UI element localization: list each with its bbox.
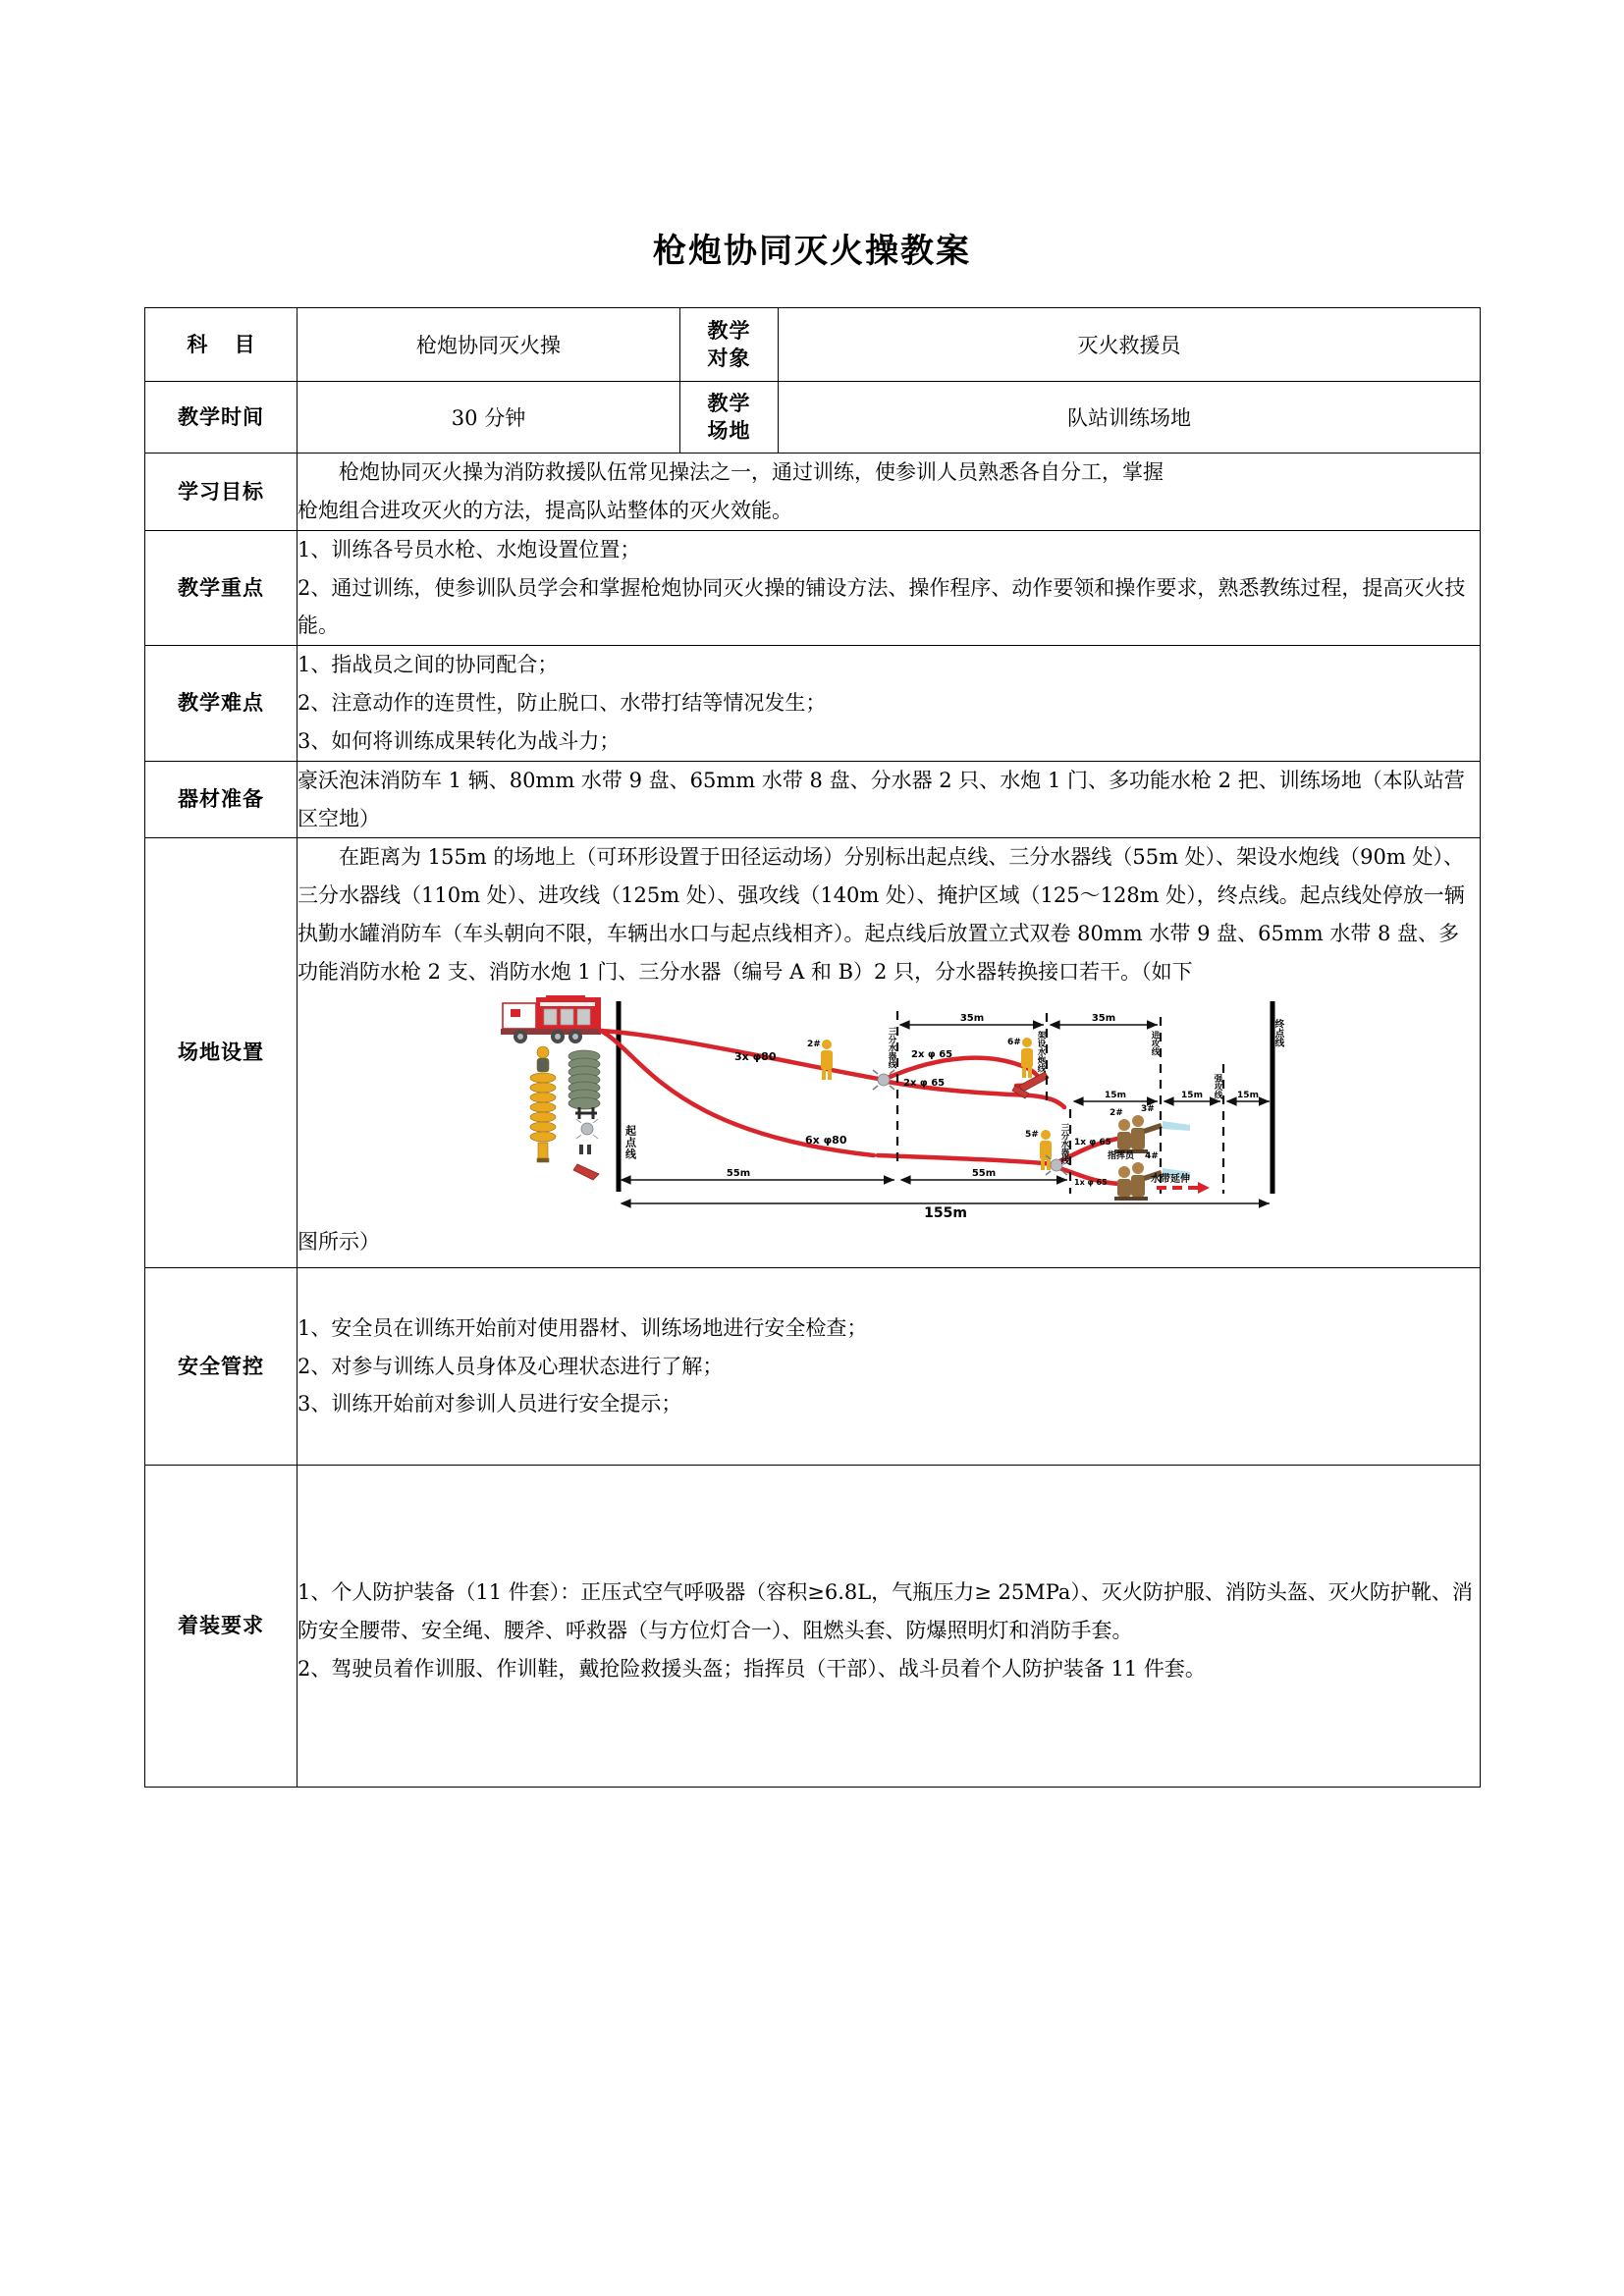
operator-3-label: 3# <box>1141 1103 1155 1114</box>
hose-route-bottom-continue <box>878 1155 1054 1164</box>
value-learning-objective <box>298 454 1481 531</box>
safety-item-3: 3、训练开始前对参训人员进行安全提示； <box>298 1392 682 1416</box>
dim-15m-a-label: 15m <box>1105 1090 1126 1100</box>
site-setup-paragraph: 在距离为 155m 的场地上（可环形设置于田径运动场）分别标出起点线、三分水器线（55m 处）、架设水炮线（90m 处）、三分水器线（110m 处）、进攻线（125m 处）、强攻线（140m 处）、掩护区域（125～128m 处），终点线。起点线处停放一辆执勤水罐消防车（车头朝向不限，车辆出水口与起点线相齐）。起点线后放置立式双卷 80mm 水带 9 盘、65mm 水带 8 盘、多功能消防水枪 2 支、消防水炮 1 门、三分水器（编号 A 和 B）2 只，分水器转换接口若干。（如下 <box>298 845 1465 984</box>
table-row-difficulties <box>145 646 1481 762</box>
label-venue-line2: 场地 <box>707 419 751 443</box>
operator-6-icon <box>1021 1038 1033 1078</box>
label-subject: 科 目 <box>145 308 298 382</box>
label-difficulties: 教学难点 <box>145 646 298 762</box>
strong-attack-line-label: 强攻线 <box>1213 1073 1222 1099</box>
table-row-key-points <box>145 530 1481 646</box>
label-audience-line1: 教学 <box>707 318 751 343</box>
dress-item-2: 2、驾驶员着作训服、作训鞋，戴抢险救援头盔；指挥员（干部）、战斗员着个人防护装备 11 件套。 <box>298 1656 1206 1681</box>
label-site-setup: 场地设置 <box>145 838 298 1267</box>
label-key-points: 教学重点 <box>145 530 298 646</box>
table-row-subject <box>145 308 1481 382</box>
table-row-time <box>145 382 1481 454</box>
key-point-1: 1、训练各号员水枪、水炮设置位置； <box>298 537 641 561</box>
hose-spec-top-main: 3x φ80 <box>734 1049 777 1063</box>
label-audience <box>680 308 779 382</box>
hose-coil-stack-icon <box>568 1050 600 1109</box>
hose-spec-branch-65-a: 2x φ 65 <box>911 1048 953 1060</box>
label-safety: 安全管控 <box>145 1267 298 1466</box>
dress-spacer-bottom <box>298 1688 1480 1787</box>
objective-line-2: 枪炮组合进攻灭火的方法，提高队站整体的灭火效能。 <box>298 498 792 522</box>
operator-2-left-icon <box>821 1040 833 1080</box>
lesson-plan-table <box>144 307 1481 1788</box>
dim-55m-lower-label: 55m <box>971 1167 997 1179</box>
safety-item-2: 2、对参与训练人员身体及心理状态进行了解； <box>298 1354 724 1378</box>
value-subject: 枪炮协同灭火操 <box>298 308 680 382</box>
safety-spacer-top <box>298 1268 1480 1309</box>
hose-extension-label: 水带延伸 <box>1151 1173 1190 1185</box>
operator-5-label: 5# <box>1025 1129 1039 1140</box>
safety-spacer-bottom <box>298 1423 1480 1465</box>
label-audience-line2: 对象 <box>707 347 751 370</box>
label-venue <box>680 382 779 454</box>
dress-spacer-top <box>298 1466 1480 1574</box>
objective-line-1: 枪炮协同灭火操为消防救援队伍常见操法之一，通过训练，使参训人员熟悉各自分工，掌握 <box>339 460 1164 484</box>
operator-4-label: 4# <box>1145 1150 1159 1161</box>
page-title: 枪炮协同灭火操教案 <box>653 232 971 271</box>
value-teaching-time: 30 分钟 <box>298 382 680 454</box>
difficulty-1: 1、指战员之间的协同配合； <box>298 653 559 677</box>
equipment-text: 豪沃泡沫消防车 1 辆、80mm 水带 9 盘、65mm 水带 8 盘、分水器 2 只、水炮 1 门、多功能水枪 2 把、训练场地（本队站营区空地） <box>298 768 1465 830</box>
operator-2-left-label: 2# <box>807 1039 821 1049</box>
value-key-points <box>298 530 1481 646</box>
site-layout-diagram-wrapper <box>298 995 1480 1221</box>
divider-tools-icon <box>573 1107 599 1180</box>
fire-truck-icon <box>501 995 601 1043</box>
value-safety <box>298 1267 1481 1466</box>
dim-155m-label: 155m <box>924 1204 967 1221</box>
value-audience: 灭火救援员 <box>779 308 1481 382</box>
value-equipment <box>298 761 1481 838</box>
attack-line-label: 进攻线 <box>1150 1030 1160 1056</box>
operator-6-label: 6# <box>1007 1037 1021 1047</box>
difficulty-2: 2、注意动作的连贯性，防止脱口、水带打结等情况发生； <box>298 691 827 716</box>
dim-35m-a-label: 35m <box>959 1012 985 1024</box>
monitor-line-label: 架设水炮线 <box>1036 1030 1046 1073</box>
dim-35m-b-label: 35m <box>1091 1012 1116 1024</box>
value-site-setup <box>298 838 1481 1267</box>
value-dress-code <box>298 1466 1481 1788</box>
dim-15m-c-label: 15m <box>1237 1090 1259 1100</box>
label-learning-objective: 学习目标 <box>145 454 298 531</box>
label-venue-line1: 教学 <box>707 391 751 415</box>
label-equipment: 器材准备 <box>145 761 298 838</box>
three-way-line-2-label: 三分水器线 <box>1059 1122 1069 1165</box>
dim-15m-b-label: 15m <box>1181 1090 1203 1100</box>
attack-team-upper-icon <box>1114 1115 1190 1153</box>
label-dress-code: 着装要求 <box>145 1466 298 1788</box>
value-difficulties <box>298 646 1481 762</box>
three-way-line-1-label: 三分水器线 <box>887 1026 896 1069</box>
dim-55m-label: 55m <box>726 1167 751 1179</box>
hose-spec-branch-65-b: 2x φ 65 <box>903 1077 946 1089</box>
table-row-objective <box>145 454 1481 531</box>
operator-2-right-label: 2# <box>1110 1107 1123 1118</box>
table-row-equipment <box>145 761 1481 838</box>
safety-item-1: 1、安全员在训练开始前对使用器材、训练场地进行安全检查； <box>298 1315 868 1340</box>
difficulty-3: 3、如何将训练成果转化为战斗力； <box>298 728 621 753</box>
hose-spec-nozzle-65-b: 1x φ 65 <box>1074 1177 1108 1187</box>
site-layout-diagram <box>481 995 1296 1221</box>
site-setup-trailing: 图所示） <box>298 1229 380 1254</box>
start-line-label: 起点线 <box>623 1124 637 1160</box>
commander-label: 指挥员 <box>1108 1150 1135 1161</box>
key-point-2: 2、通过训练，使参训队员学会和掌握枪炮协同灭火操的铺设方法、操作程序、动作要领和操作要求，熟悉教练过程，提高灭火技能。 <box>298 575 1466 638</box>
finish-line-label: 终点线 <box>1272 1018 1284 1047</box>
table-row-site-setup <box>145 838 1481 1267</box>
hose-spec-nozzle-65-a: 1x φ 65 <box>1074 1137 1111 1148</box>
table-row-safety <box>145 1267 1481 1466</box>
hose-spec-bottom-main: 6x φ80 <box>805 1133 847 1147</box>
table-row-dress-code <box>145 1466 1481 1788</box>
dress-item-1: 1、个人防护装备（11 件套）：正压式空气呼吸器（容积≥6.8L，气瓶压力≥ 25MPa）、灭火防护服、消防头盔、灭火防护靴、消防安全腰带、安全绳、腰斧、呼救器（与方位灯合一）、阻燃头套、防爆照明灯和消防手套。 <box>298 1580 1473 1643</box>
firefighter-stack-icon <box>530 1046 556 1162</box>
value-venue: 队站训练场地 <box>779 382 1481 454</box>
label-teaching-time: 教学时间 <box>145 382 298 454</box>
